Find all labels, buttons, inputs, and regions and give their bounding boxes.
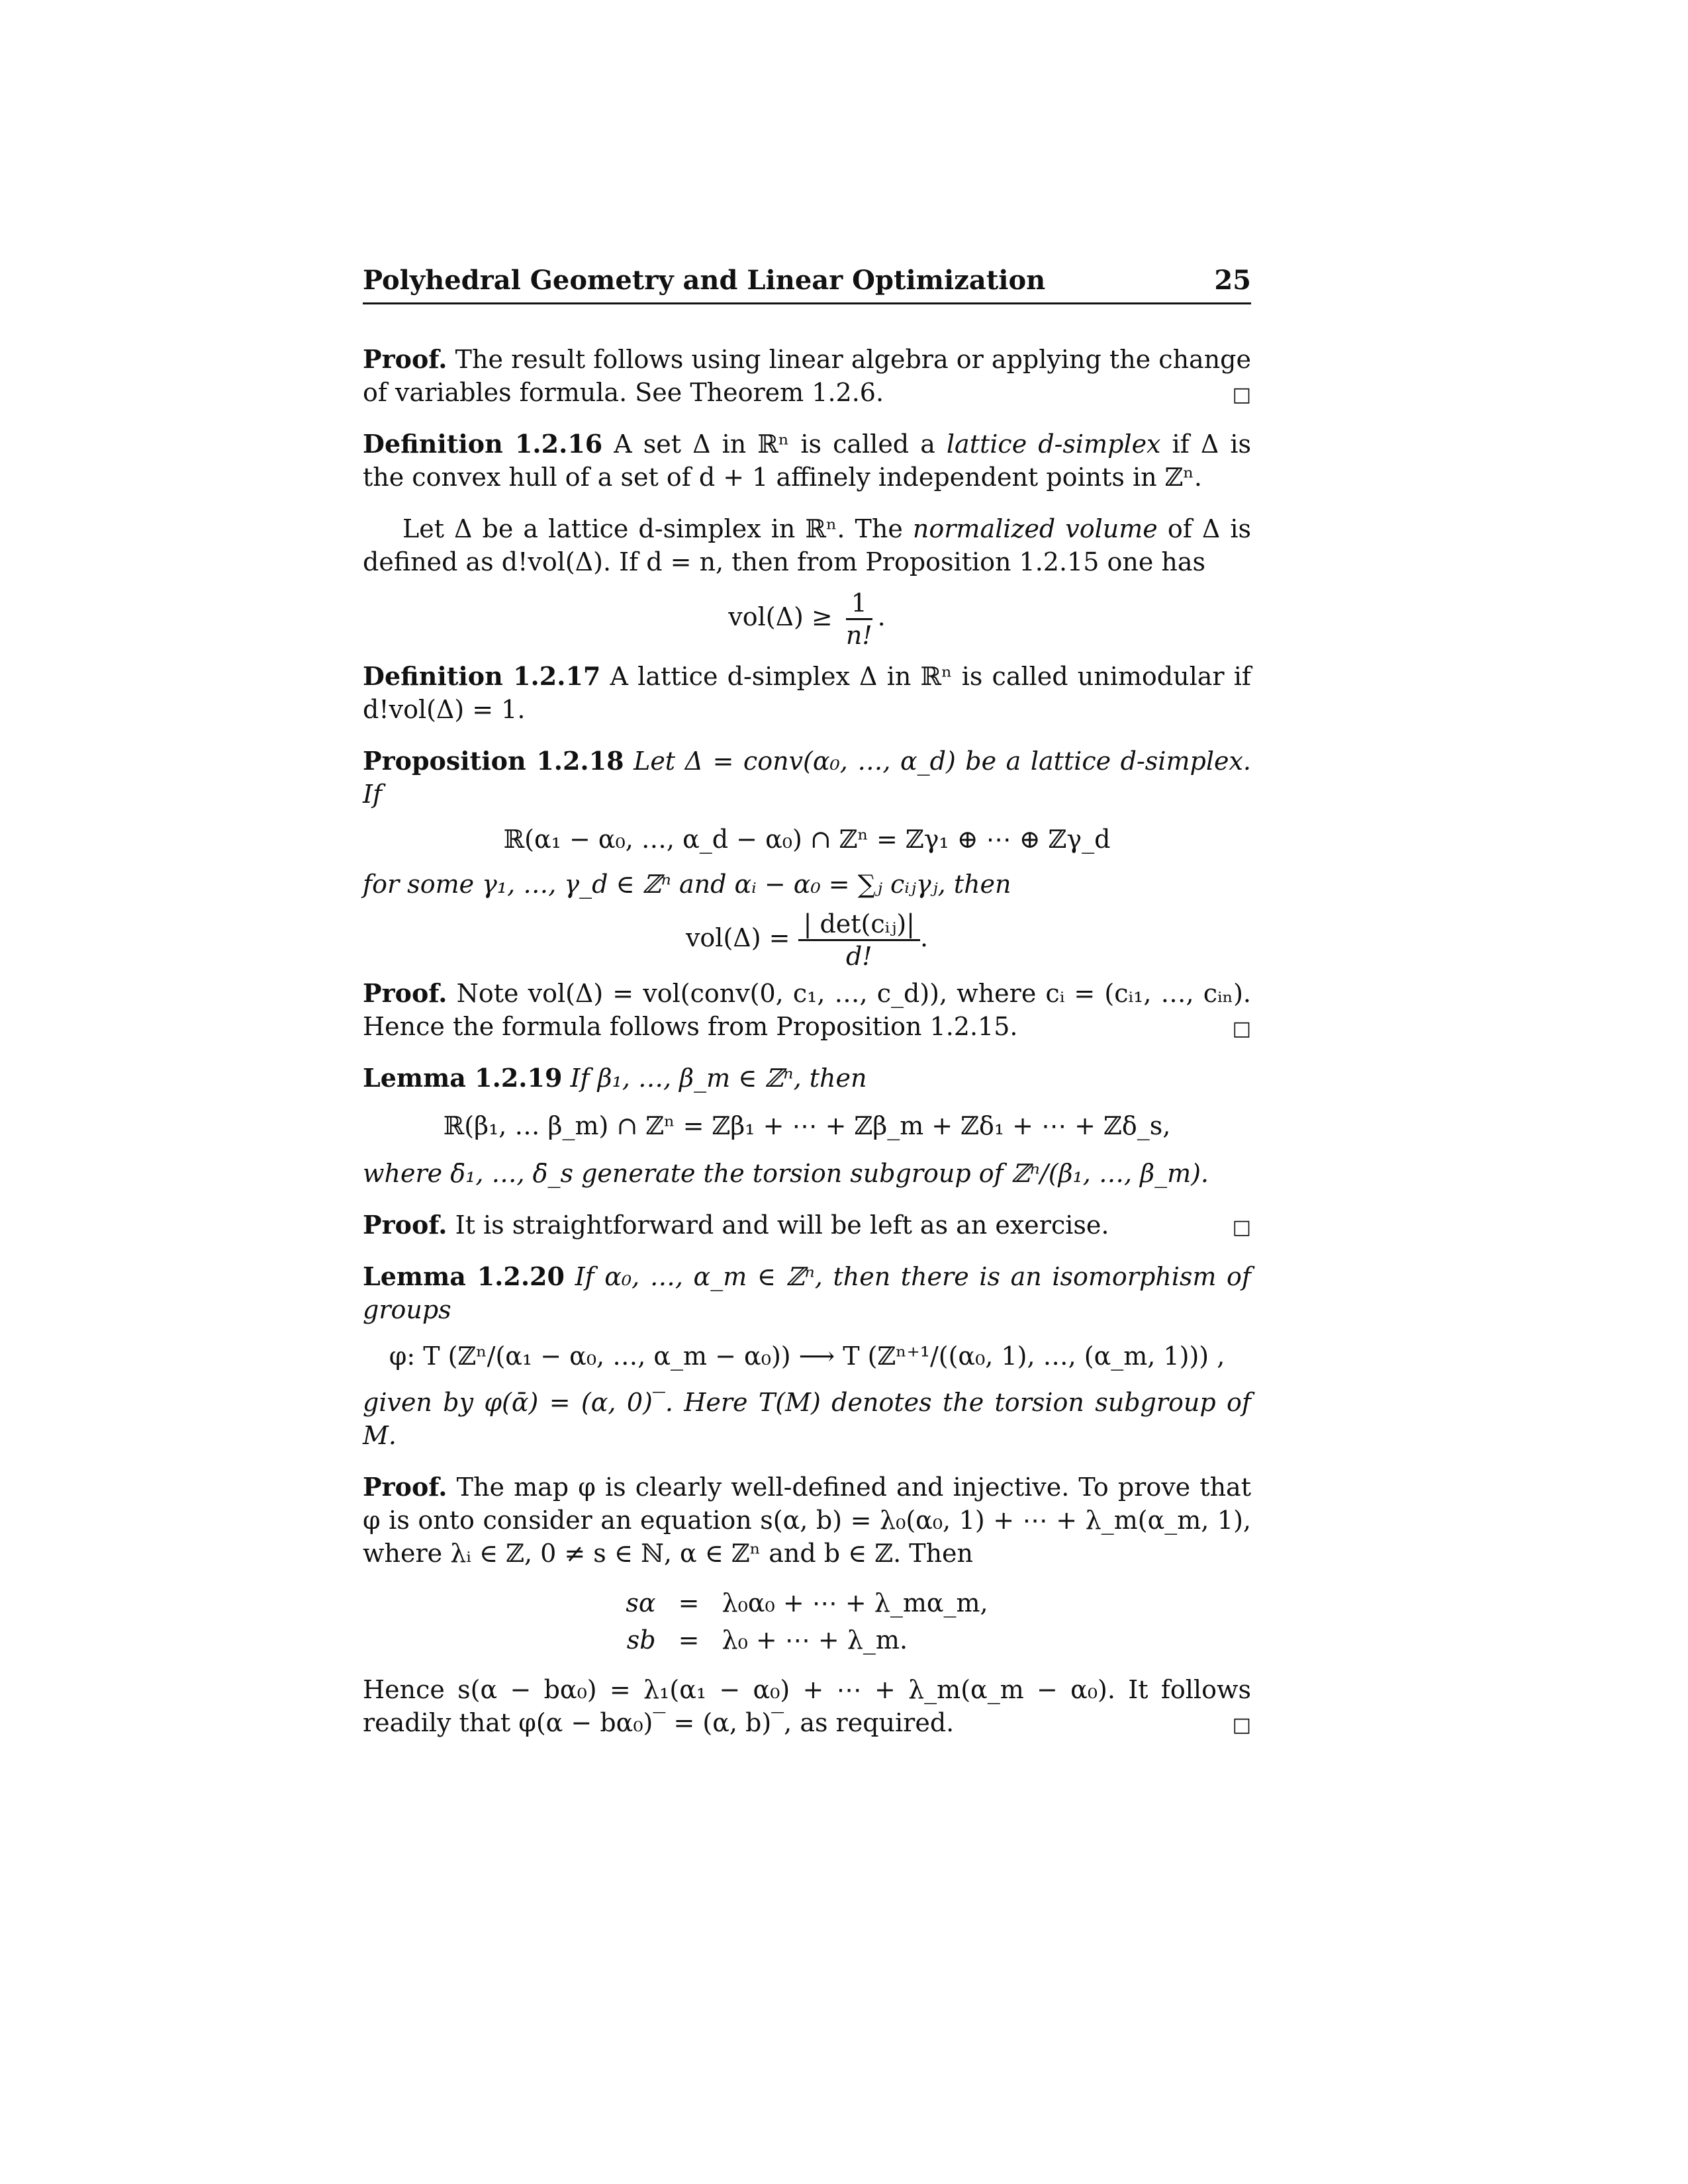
proposition-continuation [363, 868, 1251, 901]
normalized-volume-paragraph [363, 512, 1251, 578]
equation-1-rhs: λ₀α₀ + ⋯ + λ_mα_m, [722, 1588, 988, 1617]
lemma-continuation [363, 1386, 1251, 1452]
definition-label: Definition 1.2.16 [363, 429, 603, 459]
equation-2-sign: = [678, 1625, 700, 1655]
equation-lhs: vol(Δ) ≥ [728, 602, 833, 631]
proof-4-conclusion [363, 1673, 1251, 1739]
lemma-continuation [363, 1157, 1251, 1190]
lemma-label: Lemma 1.2.19 [363, 1063, 563, 1093]
qed-icon: □ [1232, 1216, 1251, 1239]
lemma-display-equation [363, 1340, 1251, 1373]
fraction-numerator: | det(cᵢⱼ)| [798, 909, 920, 941]
proof-4 [363, 1471, 1251, 1570]
header-title: Polyhedral Geometry and Linear Optimization [363, 265, 1046, 296]
definition-label: Definition 1.2.17 [363, 661, 601, 691]
display-equation: ℝ(β₁, … β_m) ∩ ℤⁿ = ℤβ₁ + ⋯ + ℤβ_m + ℤδ₁ + ⋯ + ℤδ_s, [443, 1111, 1171, 1140]
display-equation: φ: T (ℤⁿ/(α₁ − α₀, …, α_m − α₀)) ⟶ T (ℤⁿ⁺¹/((α₀, 1), …, (α_m, 1))) , [389, 1342, 1225, 1371]
proof-2 [363, 977, 1251, 1043]
equation-1-sign: = [678, 1588, 700, 1617]
fraction-numerator: 1 [846, 588, 872, 620]
definition-text: A lattice d-simplex Δ in ℝⁿ is called unimodular if d!vol(Δ) = 1. [363, 662, 1251, 724]
proof-text: It is straightforward and will be left as an exercise. [455, 1210, 1109, 1240]
proof-label: Proof. [363, 978, 447, 1008]
proposition-text: Let Δ = conv(α₀, …, α_d) be a lattice d-simplex. If [363, 747, 1251, 809]
lemma-1-2-19 [363, 1062, 1251, 1095]
lemma-label: Lemma 1.2.20 [363, 1261, 565, 1291]
definition-1-2-16 [363, 428, 1251, 494]
fraction [798, 909, 920, 972]
continuation-text: where δ̄₁, …, δ̄_s generate the torsion subgroup of ℤⁿ/(β₁, …, β_m). [363, 1159, 1209, 1188]
proof-label: Proof. [363, 1210, 447, 1240]
paragraph-term: normalized volume [912, 514, 1158, 543]
definition-text-b: if Δ is the convex hull of a set of d + 1 affinely independent points in ℤⁿ. [363, 430, 1251, 492]
proposition-label: Proposition 1.2.18 [363, 746, 624, 776]
continuation-text: given by φ(ᾱ) = (α, 0)‾. Here T(M) denotes the torsion subgroup of M. [363, 1388, 1251, 1450]
proof-text: Note vol(Δ) = vol(conv(0, c₁, …, c_d)), where cᵢ = (cᵢ₁, …, cᵢₙ). Hence the formula follows from Proposition 1.2.15. [363, 979, 1251, 1041]
proof-label: Proof. [363, 344, 447, 374]
proposition-1-2-18 [363, 745, 1251, 811]
definition-1-2-17 [363, 660, 1251, 726]
aligned-equations [363, 1584, 1251, 1659]
continuation-text: for some γ₁, …, γ_d ∈ ℤⁿ and αᵢ − α₀ = ∑ⱼ cᵢⱼγⱼ, then [363, 870, 1011, 899]
lemma-text: If α₀, …, α_m ∈ ℤⁿ, then there is an isomorphism of groups [363, 1262, 1251, 1324]
paragraph-text-a: Let Δ be a lattice d-simplex in ℝⁿ. The [402, 514, 913, 543]
proof-1 [363, 343, 1251, 409]
definition-term: lattice d-simplex [946, 430, 1161, 459]
page-number: 25 [1214, 265, 1251, 296]
definition-text-a: A set Δ in ℝⁿ is called a [614, 430, 947, 459]
conclusion-text: Hence s(α − bα₀) = λ₁(α₁ − α₀) + ⋯ + λ_m(α_m − α₀). It follows readily that φ(α − bα₀)‾ = (α, b)‾, as required. [363, 1675, 1251, 1737]
proposition-display-equation [363, 823, 1251, 856]
qed-icon: □ [1232, 383, 1251, 406]
proof-3 [363, 1208, 1251, 1242]
equation-vol-bound [363, 588, 1251, 651]
lemma-text: If β₁, …, β_m ∈ ℤⁿ, then [570, 1064, 867, 1093]
equation-vol-det [363, 909, 1251, 972]
fraction-denominator: n! [845, 621, 872, 650]
running-header [363, 265, 1251, 304]
equation-tail: . [877, 602, 886, 631]
display-equation: ℝ(α₁ − α₀, …, α_d − α₀) ∩ ℤⁿ = ℤγ₁ ⊕ ⋯ ⊕ ℤγ_d [503, 825, 1111, 854]
proof-text: The map φ is clearly well-defined and injective. To prove that φ is onto consider an equation s(α, b) = λ₀(α₀, 1) + ⋯ + λ_m(α_m, 1), where λᵢ ∈ ℤ, 0 ≠ s ∈ ℕ, α ∈ ℤⁿ and b ∈ ℤ. Then [363, 1473, 1251, 1568]
equation-tail: . [919, 923, 929, 952]
lemma-display-equation [363, 1109, 1251, 1142]
fraction-denominator: d! [845, 942, 872, 971]
proof-label: Proof. [363, 1472, 447, 1502]
proof-text: The result follows using linear algebra or applying the change of variables formula. See Theorem 1.2.6. [363, 345, 1251, 407]
lemma-1-2-20 [363, 1260, 1251, 1326]
qed-icon: □ [1232, 1017, 1251, 1040]
equation-2-lhs: sb [626, 1625, 656, 1655]
paragraph-text-b: of Δ is defined as d!vol(Δ). If d = n, then from Proposition 1.2.15 one has [363, 514, 1251, 576]
qed-icon: □ [1232, 1713, 1251, 1737]
fraction [841, 588, 878, 651]
page [363, 265, 1251, 1742]
equation-1-lhs: sα [626, 1588, 656, 1617]
equation-2-rhs: λ₀ + ⋯ + λ_m. [722, 1625, 908, 1655]
equation-lhs: vol(Δ) = [685, 923, 790, 952]
